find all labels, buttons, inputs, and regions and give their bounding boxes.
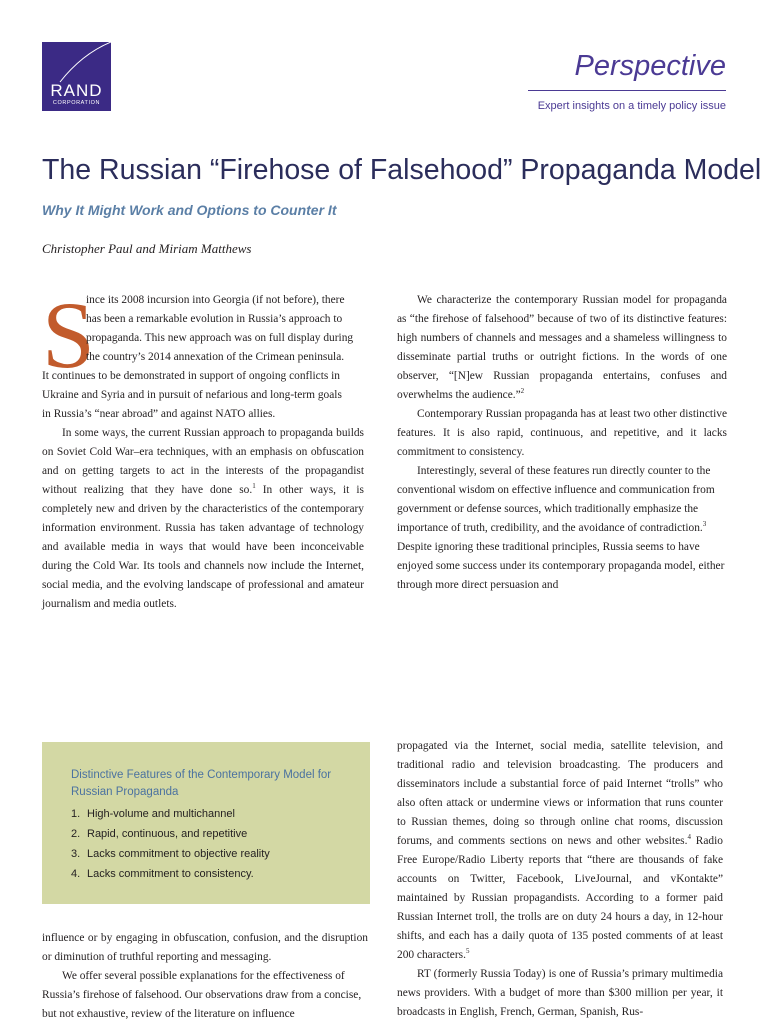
text-line: in Russia’s “near abroad” and against NATO allies. xyxy=(42,408,276,420)
paragraph: influence or by engaging in obfuscation, confusion, and the disruption or diminution of truthful reporting and messaging. xyxy=(42,932,368,963)
list-item: 2. Rapid, continuous, and repetitive xyxy=(71,828,248,840)
sidebar-box xyxy=(42,742,370,904)
footnote-ref: 5 xyxy=(465,947,470,956)
sidebar-list xyxy=(71,804,270,884)
column-4 xyxy=(397,737,723,1022)
paragraph: RT (formerly Russia Today) is one of Russia’s primary multimedia news providers. With a budget of more than $300 million per year, it broadcasts in English, French, German, Spanish, Rus- xyxy=(397,968,723,1018)
paragraph: propagated via the Internet, social media, satellite television, and traditional radio and television broadcasting. The producers and disseminators include a substantial force of paid Internet “trolls” who also often attack or undermine views or information that runs counter to Russian themes, doing so through online chat rooms, discussion forums, and comments sections on news and other websites.$^4$ Radio Free Europe/Radio Liberty reports that “there are thousands of fake accounts on Twitter, Facebook, LiveJournal, and vKontakte” maintained by Russian propagandists. According to a former paid Russian Internet troll, the trolls are on duty 24 hours a day, in 12-hour shifts, and each has a daily quota of 135 posted comments of at least 200 characters.$^5$ xyxy=(397,740,723,961)
column-1 xyxy=(42,291,364,614)
paragraph: In some ways, the current Russian approach to propaganda builds on Soviet Cold War–era techniques, with an emphasis on obfuscation and on getting targets to act in the interests of the propagandist without realizing that they have done so.$^1$ In other ways, it is completely new and driven by the characteristics of the contemporary information environment. Russia has taken advantage of technology and available media in ways that would have been inconceivable during the Cold War. Its tools and channels now include the Internet, social media, and the evolving landscape of professional and amateur journalism and media outlets. xyxy=(42,427,364,610)
paragraph: Contemporary Russian propaganda has at least two other distinctive features. It is also rapid, continuous, and repetitive, and it lacks commitment to consistency. xyxy=(397,408,728,458)
list-item: 3. Lacks commitment to objective reality xyxy=(71,848,270,860)
paragraph: We characterize the contemporary Russian model for propaganda as “the firehose of falsehood” because of two of its distinctive features: high numbers of channels and messages and a shameless willingness to disseminate partial truths or outright fictions. In the words of one observer, “[N]ew Russian propaganda entertains, confuses and overwhelms the audience.”$^2$ xyxy=(397,294,727,401)
text-line: It continues to be demonstrated in support of ongoing conflicts in xyxy=(42,370,341,382)
column-3 xyxy=(42,929,368,1024)
series-tagline: Expert insights on a timely policy issue xyxy=(537,100,726,112)
text-line: has been a remarkable evolution in Russia’s approach to xyxy=(86,313,343,325)
text-line: ince its 2008 incursion into Georgia (if not before), there xyxy=(86,294,345,306)
paragraph-intro xyxy=(42,291,364,424)
logo-text: RAND xyxy=(50,81,103,100)
text-line: the country’s 2014 annexation of the Crimean peninsula. xyxy=(86,351,345,363)
list-item: 4. Lacks commitment to consistency. xyxy=(71,868,254,880)
footnote-ref: 3 xyxy=(702,520,707,529)
authors: Christopher Paul and Miriam Matthews xyxy=(42,241,252,256)
sidebar-title: Distinctive Features of the Contemporary Model for Russian Propaganda xyxy=(71,769,332,798)
list-item: 1. High-volume and multichannel xyxy=(71,808,235,820)
column-2 xyxy=(397,291,727,595)
paragraph: Interestingly, several of these features run directly counter to the conventional wisdom on effective influence and communication from government or defense sources, which traditionally emphasize the importance of truth, credibility, and the avoidance of contradiction.$^3$ Despite ignoring these traditional principles, Russia seems to have enjoyed some success under its contemporary propaganda model, either through more direct persuasion and xyxy=(397,465,725,591)
logo-subtext: CORPORATION xyxy=(52,100,101,106)
paragraph: We offer several possible explanations for the effectiveness of Russia’s firehose of falsehood. Our observations draw from a concise, but not exhaustive, review of the literature on influence xyxy=(42,970,362,1020)
rand-logo xyxy=(42,42,111,111)
footnote-ref: 1 xyxy=(252,482,256,491)
drop-cap: S xyxy=(42,282,95,388)
document-title: The Russian “Firehose of Falsehood” Propaganda Model xyxy=(42,154,762,186)
footnote-ref: 2 xyxy=(520,387,525,396)
series-rule xyxy=(528,90,726,91)
text-line: Ukraine and Syria and in pursuit of nefarious and long-term goals xyxy=(42,389,342,401)
document-subtitle: Why It Might Work and Options to Counter It xyxy=(42,202,337,218)
text-line: propaganda. This new approach was on full display during xyxy=(86,332,354,344)
footnote-ref: 4 xyxy=(687,833,691,842)
series-name: Perspective xyxy=(574,50,726,82)
